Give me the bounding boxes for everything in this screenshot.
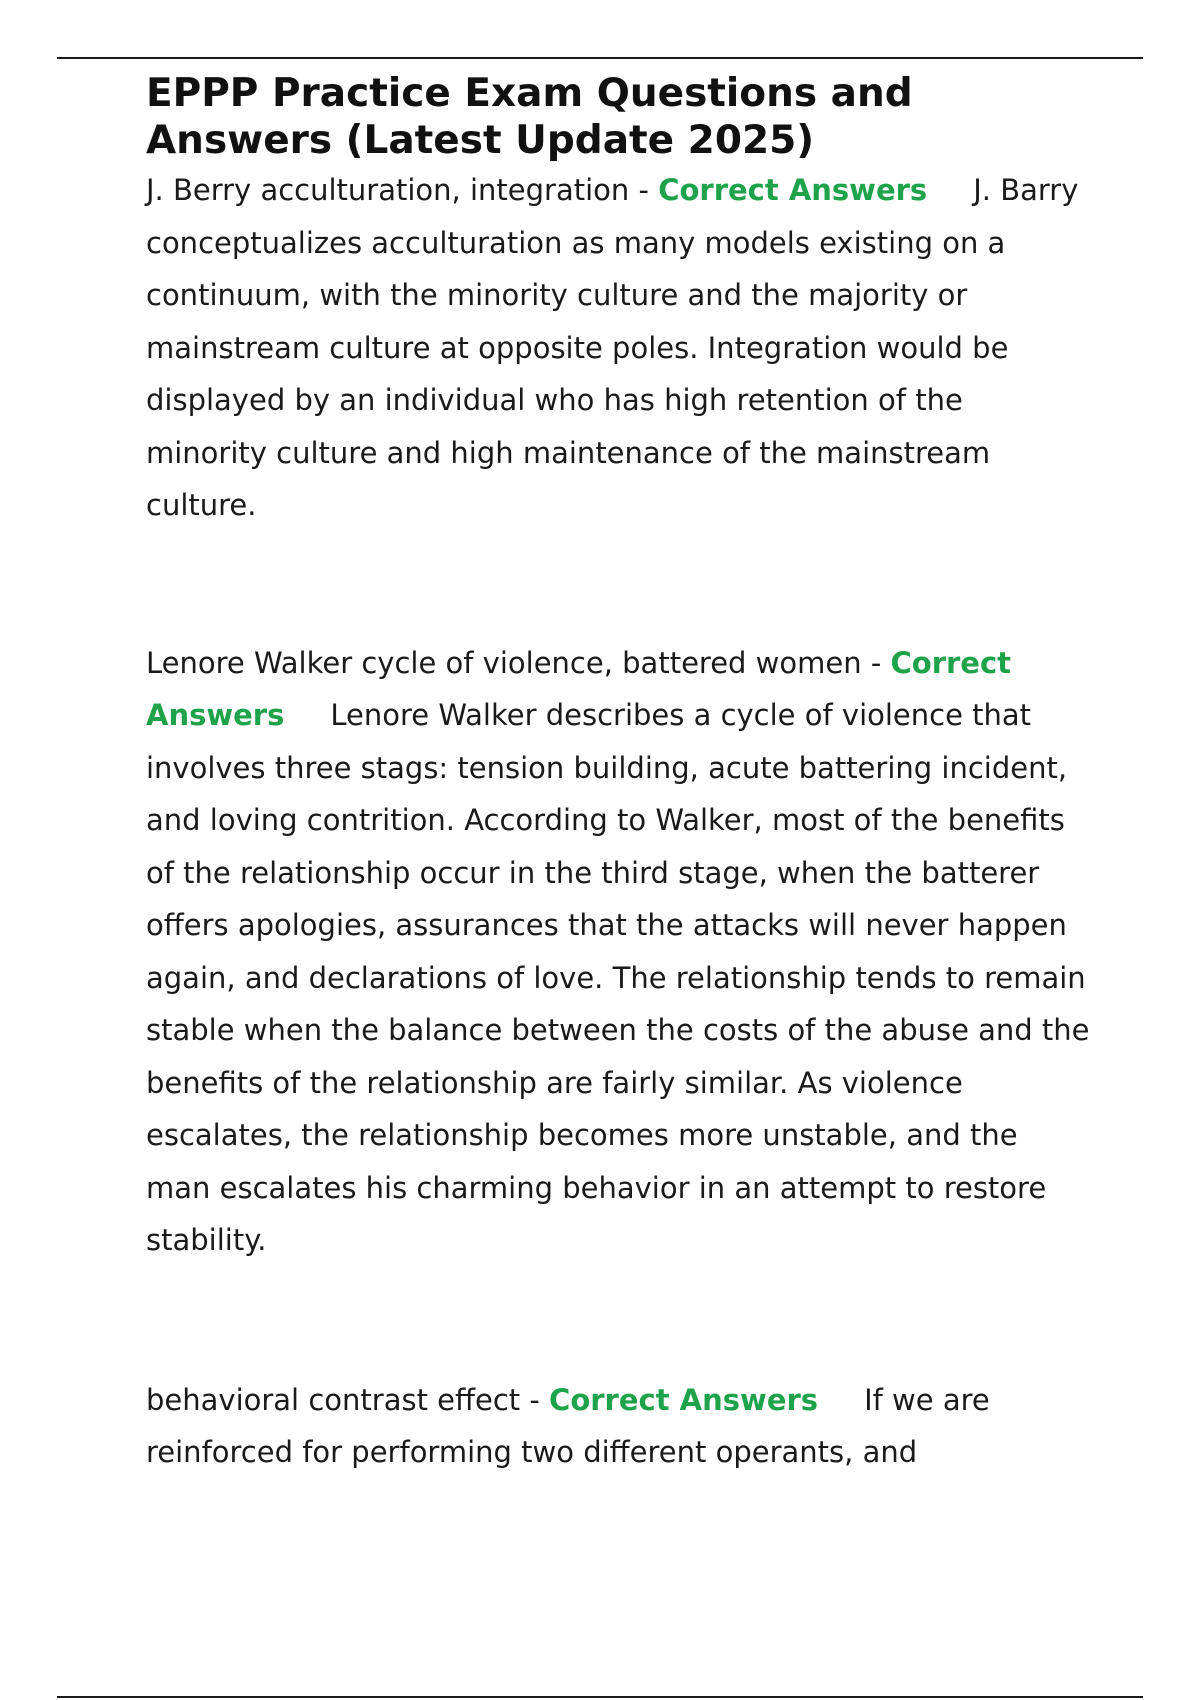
question-term: J. Berry acculturation, integration - (146, 173, 659, 207)
answer-text: J. Barry conceptualizes acculturation as many models existing on a continuum, with the minority culture and the majority or mainstream culture at opposite poles. Integration would be displayed by an individual who has high retention of the minority culture and high maintenance of the mainstream culture. (146, 173, 1079, 522)
qa-item (146, 1374, 1090, 1479)
answer-text: If we are reinforced for performing two different operants, and (146, 1382, 990, 1469)
answer-text: Lenore Walker describes a cycle of violence that involves three stags: tension building, acute battering incident, and loving contrition. According to Walker, most of the benefits of the relationship occur in the third stage, when the batterer offers apologies, assurances that the attacks will never happen again, and declarations of love. The relationship tends to remain stable when the balance between the costs of the abuse and the benefits of the relationship are fairly similar. As violence escalates, the relationship becomes more unstable, and the man escalates his charming behavior in an attempt to restore stability. (146, 698, 1090, 1257)
bottom-divider (57, 1696, 1143, 1698)
question-term: behavioral contrast effect - (146, 1382, 550, 1417)
question-term: Lenore Walker cycle of violence, battered women - (146, 645, 891, 680)
correct-answers-label: Correct Answers (549, 1382, 819, 1417)
qa-item (146, 164, 1090, 532)
correct-answers-label: Correct Answers (146, 645, 1012, 732)
page-content (146, 70, 1090, 1479)
top-divider (57, 57, 1143, 59)
correct-answers-label: Correct Answers (658, 173, 928, 207)
document-title: EPPP Practice Exam Questions and Answers (Latest Update 2025) (146, 71, 913, 163)
qa-item (146, 637, 1090, 1267)
